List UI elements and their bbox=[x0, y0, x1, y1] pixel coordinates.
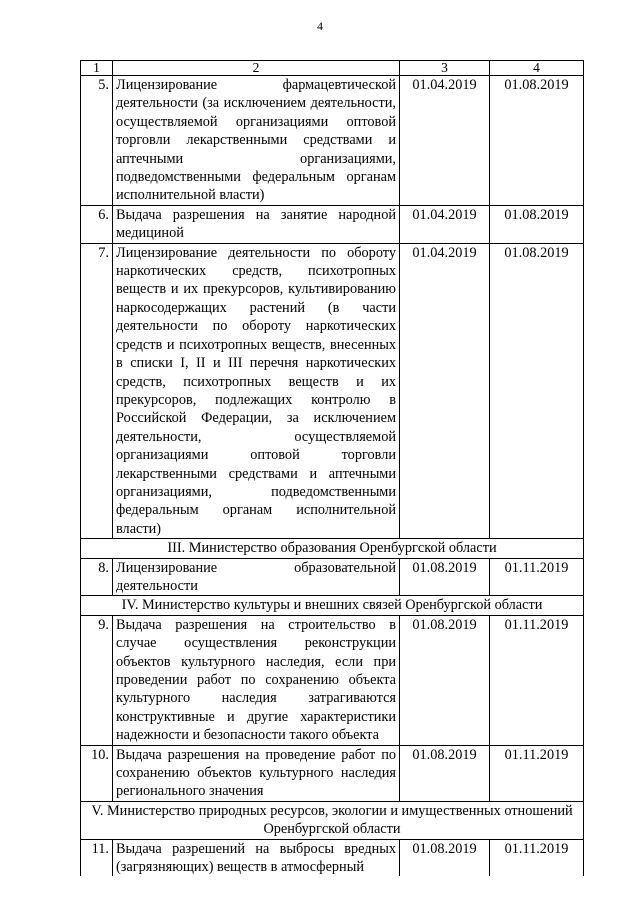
row-number: 11. bbox=[81, 839, 113, 876]
section-heading: V. Министерство природных ресурсов, экологии и имущественных отношений Оренбургской области bbox=[81, 801, 584, 839]
column-header: 4 bbox=[490, 61, 584, 76]
service-name: Выдача разрешения на проведение работ по сохранению объектов культурного наследия регионального значения bbox=[113, 745, 400, 801]
table-row bbox=[81, 205, 584, 243]
start-date: 01.08.2019 bbox=[400, 745, 490, 801]
end-date: 01.11.2019 bbox=[490, 558, 584, 596]
row-number: 8. bbox=[81, 558, 113, 596]
column-number-row bbox=[81, 61, 584, 76]
service-name: Лицензирование образовательной деятельности bbox=[113, 558, 400, 596]
service-name: Выдача разрешений на выбросы вредных (загрязняющих) веществ в атмосферный bbox=[113, 839, 400, 876]
table-row bbox=[81, 558, 584, 596]
table-row bbox=[81, 76, 584, 206]
section-heading: III. Министерство образования Оренбургской области bbox=[81, 539, 584, 558]
end-date: 01.11.2019 bbox=[490, 745, 584, 801]
end-date: 01.08.2019 bbox=[490, 76, 584, 206]
end-date: 01.11.2019 bbox=[490, 615, 584, 745]
section-heading-row bbox=[81, 596, 584, 615]
section-heading-row bbox=[81, 539, 584, 558]
column-header: 1 bbox=[81, 61, 113, 76]
start-date: 01.04.2019 bbox=[400, 205, 490, 243]
start-date: 01.04.2019 bbox=[400, 243, 490, 539]
page-number: 4 bbox=[317, 19, 323, 33]
row-number: 7. bbox=[81, 243, 113, 539]
table-row bbox=[81, 243, 584, 539]
table-row bbox=[81, 839, 584, 876]
start-date: 01.08.2019 bbox=[400, 839, 490, 876]
start-date: 01.08.2019 bbox=[400, 558, 490, 596]
service-name: Лицензирование фармацевтической деятельности (за исключением деятельности, осуществляемой организациями оптовой торговли лекарственными средствами и аптечными организациями, подведомственными федеральным органам исполнительной власти) bbox=[113, 76, 400, 206]
service-name: Лицензирование деятельности по обороту наркотических средств, психотропных веществ и их прекурсоров, культивированию наркосодержащих растений (в части деятельности по обороту наркотических средств и психотропных веществ, внесенных в списки I, II и III перечня наркотических средств, психотропных веществ и их прекурсоров, подлежащих контролю в Российской Федерации, за исключением деятельности, осуществляемой организациями оптовой торговли лекарственными средствами и аптечными организациями, подведомственными федеральным органам исполнительной власти) bbox=[113, 243, 400, 539]
section-heading: IV. Министерство культуры и внешних связей Оренбургской области bbox=[81, 596, 584, 615]
row-number: 10. bbox=[81, 745, 113, 801]
column-header: 3 bbox=[400, 61, 490, 76]
end-date: 01.08.2019 bbox=[490, 205, 584, 243]
service-name: Выдача разрешения на занятие народной медициной bbox=[113, 205, 400, 243]
end-date: 01.11.2019 bbox=[490, 839, 584, 876]
table-row bbox=[81, 745, 584, 801]
table-body bbox=[81, 61, 584, 877]
services-table bbox=[80, 60, 584, 876]
start-date: 01.08.2019 bbox=[400, 615, 490, 745]
column-header: 2 bbox=[113, 61, 400, 76]
row-number: 6. bbox=[81, 205, 113, 243]
table-row bbox=[81, 615, 584, 745]
service-name: Выдача разрешения на строительство в случае осуществления реконструкции объектов культурного наследия, если при проведении работ по сохранению объекта культурного наследия затрагиваются конструктивные и другие характеристики надежности и безопасности такого объекта bbox=[113, 615, 400, 745]
row-number: 5. bbox=[81, 76, 113, 206]
row-number: 9. bbox=[81, 615, 113, 745]
start-date: 01.04.2019 bbox=[400, 76, 490, 206]
section-heading-row bbox=[81, 801, 584, 839]
end-date: 01.08.2019 bbox=[490, 243, 584, 539]
